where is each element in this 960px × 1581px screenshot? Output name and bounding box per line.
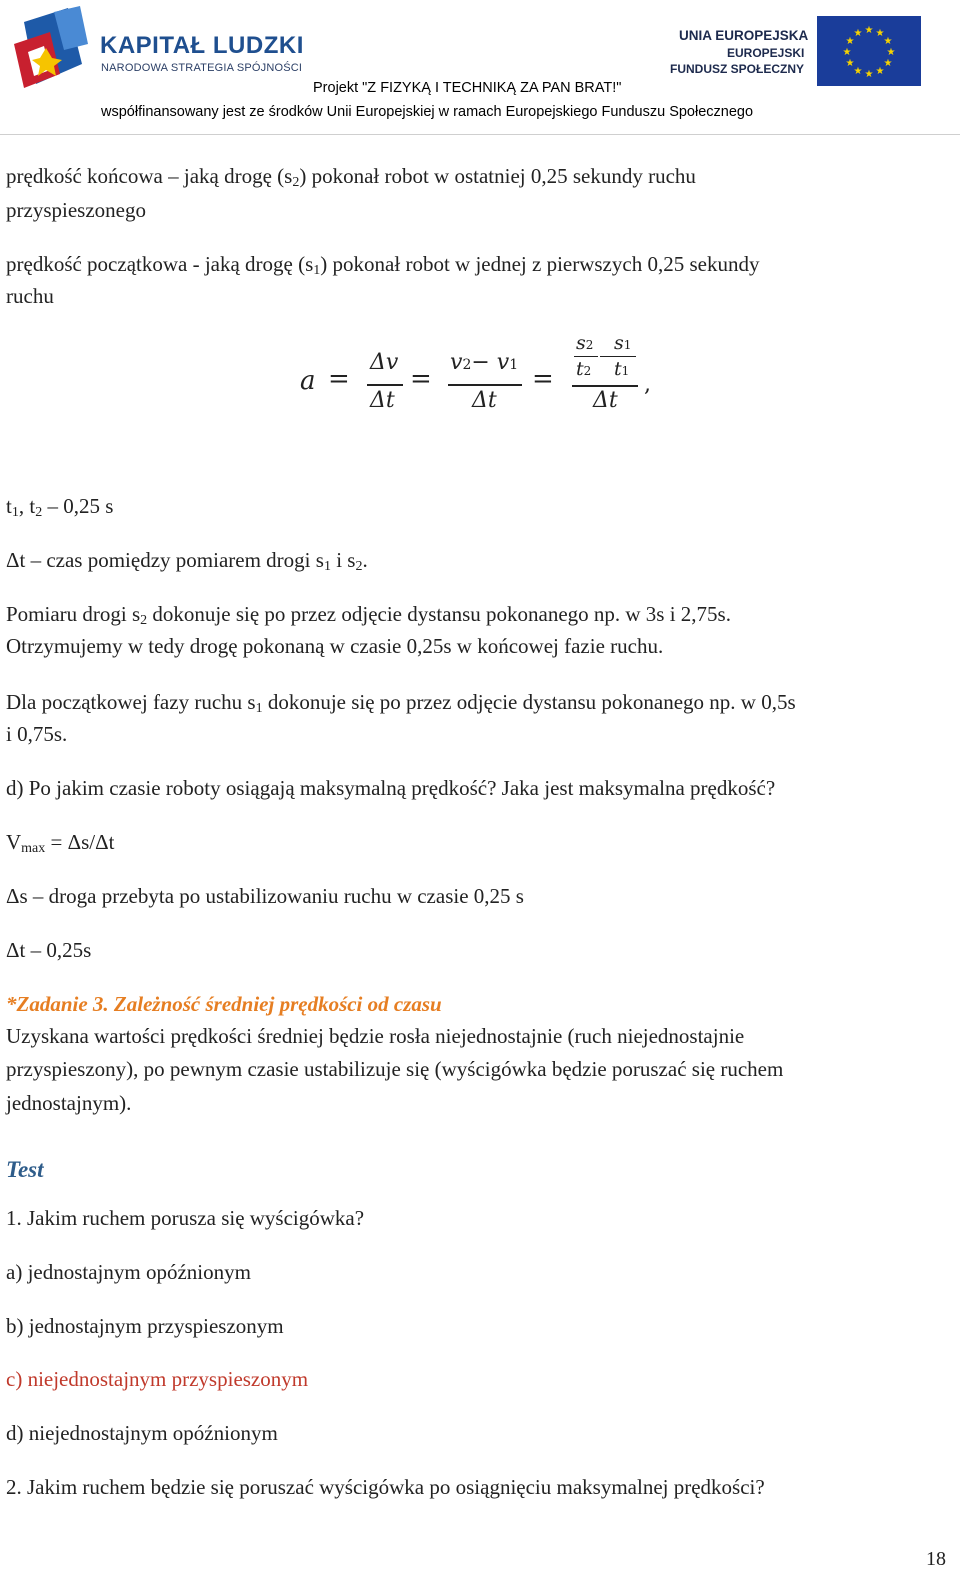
fraction-line-s1-t1 xyxy=(612,356,636,357)
svg-text:★: ★ xyxy=(886,47,896,58)
formula-t1: t1 xyxy=(614,358,630,380)
task3-heading: *Zadanie 3. Zależność średniej prędkości od czasu xyxy=(6,992,442,1016)
formula-dt-2: Δt xyxy=(472,388,497,413)
line-result-final-phase: Otrzymujemy w tedy drogę pokonaną w czasie 0,25s w końcowej fazie ruchu. xyxy=(6,634,664,658)
answer-1c: c) niejednostajnym przyspieszonym xyxy=(6,1367,309,1391)
task3-text-line1: Uzyskana wartości prędkości średniej będzie rosła niejednostajnie (ruch niejednostajnie xyxy=(6,1024,745,1048)
formula-eq-1: = xyxy=(328,364,350,394)
line-delta-t-value: Δt – 0,25s xyxy=(6,938,92,962)
formula-t2: t2 xyxy=(576,358,592,380)
fraction-minus-line xyxy=(600,356,612,357)
kapital-ludzki-title: KAPITAŁ LUDZKI xyxy=(100,32,304,59)
formula-eq-2: = xyxy=(410,364,432,394)
formula-s1: s1 xyxy=(614,332,632,354)
formula-a: a xyxy=(300,366,316,396)
line-delta-t: Δt – czas pomiędzy pomiarem drogi $s_1$ i $s_2$. xyxy=(6,548,368,574)
fraction-line-s2-t2 xyxy=(574,356,598,357)
line-t1-t2: $t_1$, $t_2 - 0,25$ s xyxy=(6,494,114,520)
formula-dt-1: Δt xyxy=(370,388,395,413)
line-delta-s: Δs – droga przebyta po ustabilizowaniu ruchu w czasie 0,25 s xyxy=(6,884,524,908)
svg-text:★: ★ xyxy=(864,69,874,80)
fraction-line-1 xyxy=(367,384,403,386)
line-initial-phase: Dla początkowej fazy ruchu $s_1$ dokonuje się po przez odjęcie dystansu pokonanego np. w 0,5s xyxy=(6,690,796,716)
formula-dt-3: Δt xyxy=(593,388,618,413)
svg-text:★: ★ xyxy=(875,66,885,77)
svg-text:★: ★ xyxy=(853,28,863,39)
svg-text:★: ★ xyxy=(883,36,893,47)
header-divider xyxy=(0,134,960,135)
svg-text:★: ★ xyxy=(853,66,863,77)
question-1: 1. Jakim ruchem porusza się wyścigówka? xyxy=(6,1206,365,1230)
answer-1b: b) jednostajnym przyspieszonym xyxy=(6,1314,284,1338)
question-2: 2. Jakim ruchem będzie się poruszać wyścigówka po osiągnięciu maksymalnej prędkości? xyxy=(6,1475,765,1499)
page-number: 18 xyxy=(926,1548,946,1570)
fraction-line-3 xyxy=(572,385,638,387)
line-measurement-s2: Pomiaru drogi $s_2$ dokonuje się po przez odjęcie dystansu pokonanego np. w 3s i 2,75s. xyxy=(6,602,731,628)
eu-flag-icon xyxy=(817,16,921,86)
svg-text:★: ★ xyxy=(845,36,855,47)
line-initial-phase-cont: i 0,75s. xyxy=(6,722,68,746)
formula-v2-minus-v1: v2− v1 xyxy=(450,350,519,375)
paragraph-initial-speed-cont: ruchu xyxy=(6,284,54,308)
eu-fund-line2: FUNDUSZ SPOŁECZNY xyxy=(670,62,805,76)
svg-text:★: ★ xyxy=(845,58,855,69)
kapital-ludzki-subtitle: NARODOWA STRATEGIA SPÓJNOŚCI xyxy=(101,62,303,74)
project-title: Projekt "Z FIZYKĄ I TECHNIKĄ ZA PAN BRAT!" xyxy=(313,80,622,96)
svg-text:★: ★ xyxy=(842,47,852,58)
formula-dv: Δv xyxy=(370,350,399,375)
svg-text:★: ★ xyxy=(875,28,885,39)
eu-union-label: UNIA EUROPEJSKA xyxy=(679,28,809,43)
question-d: d) Po jakim czasie roboty osiągają maksymalną prędkość? Jaka jest maksymalna prędkość? xyxy=(6,776,776,800)
test-heading: Test xyxy=(6,1157,44,1182)
funding-statement: współfinansowany jest ze środków Unii Europejskiej w ramach Europejskiego Funduszu Społecznego xyxy=(101,104,754,120)
page-header xyxy=(0,0,960,135)
fraction-line-2 xyxy=(448,384,522,386)
task3-text-line2: przyspieszony), po pewnym czasie ustabilizuje się (wyścigówka będzie poruszać się ruchem xyxy=(6,1057,784,1081)
svg-text:★: ★ xyxy=(883,58,893,69)
paragraph-final-speed: prędkość końcowa – jaką drogę $(s_2)$ pokonał robot w ostatniej 0,25 sekundy ruchu xyxy=(6,164,696,190)
line-vmax: $V_{max} = \Delta s/\Delta t$ xyxy=(6,830,115,856)
paragraph-initial-speed: prędkość początkowa - jaką drogę $(s_1)$ pokonał robot w jednej z pierwszych 0,25 sekundy xyxy=(6,252,760,278)
answer-1d: d) niejednostajnym opóźnionym xyxy=(6,1421,278,1445)
kapital-ludzki-logo-icon xyxy=(10,4,96,96)
formula-s2: s2 xyxy=(576,332,594,354)
paragraph-final-speed-cont: przyspieszonego xyxy=(6,198,146,222)
eu-fund-line1: EUROPEJSKI xyxy=(727,46,805,60)
formula-comma: , xyxy=(644,372,651,397)
formula-eq-3: = xyxy=(532,364,554,394)
answer-1a: a) jednostajnym opóźnionym xyxy=(6,1260,251,1284)
svg-text:★: ★ xyxy=(864,25,874,36)
task3-text-line3: jednostajnym). xyxy=(6,1091,132,1115)
